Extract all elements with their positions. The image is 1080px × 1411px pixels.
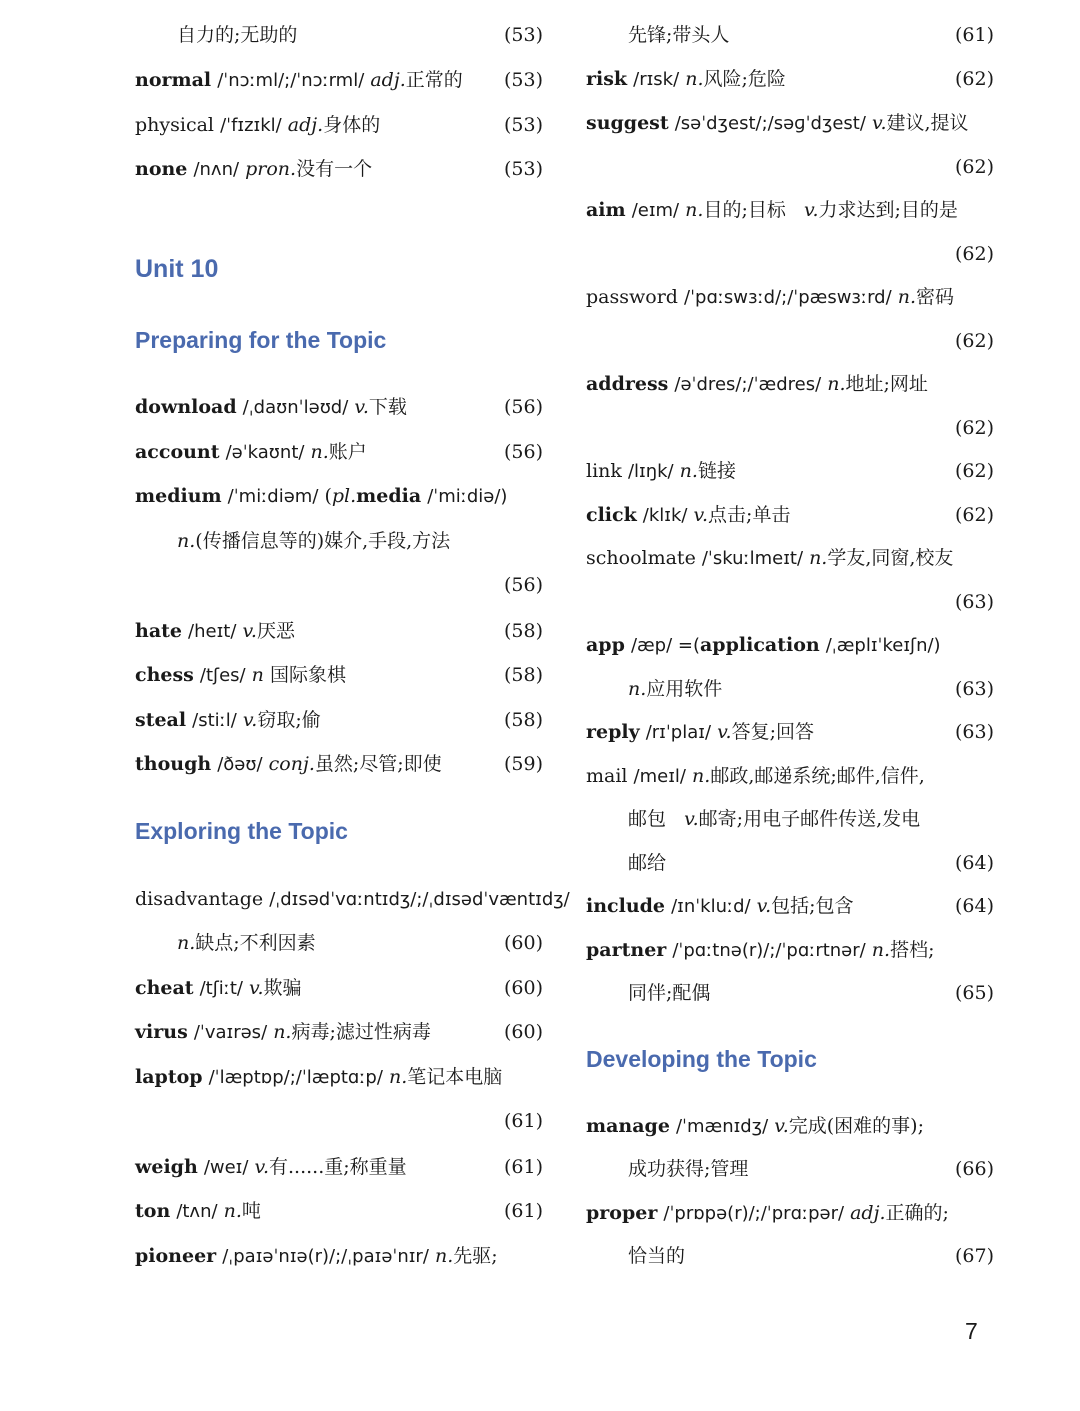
entry-phonetic: /klɪk/ (642, 505, 688, 526)
entry-pos: n. (809, 547, 828, 569)
entry-continuation (628, 804, 994, 834)
entry-continuation (628, 848, 994, 878)
entry-manage (586, 1111, 994, 1141)
entry-page: (62) (954, 504, 994, 526)
entry-address (586, 369, 994, 399)
entry-meaning-3: 邮给 (628, 852, 667, 874)
entry-phonetic: /ˌdaʊnˈləʊd/ (242, 397, 349, 418)
entry-plural-phonetic: /ˈmiːdiə/) (427, 486, 508, 507)
entry-word: disadvantage (135, 888, 264, 910)
entry-disadvantage (135, 884, 570, 914)
entry-word: mail (586, 765, 628, 787)
entry-page-line (586, 413, 994, 443)
entry-phonetic: /æp/ =( (630, 635, 700, 656)
entry-pos: n. (434, 1245, 454, 1267)
entry-page: (60) (503, 932, 543, 954)
entry-pos-2: v. (684, 808, 699, 830)
entry-meaning-2: 力求达到;目的是 (818, 199, 958, 221)
entry-page-line (586, 326, 994, 356)
entry-meaning: 自力的;无助的 (177, 24, 298, 46)
entry-pos: v. (774, 1115, 789, 1137)
entry-meaning: 应用软件 (646, 678, 723, 700)
entry-page: (58) (503, 620, 543, 642)
entry-word: chess (135, 664, 194, 686)
entry-pos: v. (693, 504, 709, 526)
entry-phonetic: /ˈlæptɒp/;/ˈlæptɑːp/ (208, 1067, 383, 1088)
entry-partner (586, 935, 994, 965)
entry-none (135, 154, 543, 184)
entry-page: (61) (503, 1110, 543, 1132)
entry-page: (53) (503, 24, 543, 46)
entry-page: (62) (954, 68, 994, 90)
entry-phonetic: /əˈkaʊnt/ (225, 442, 305, 463)
entry-page: (53) (503, 69, 543, 91)
entry-continuation (628, 674, 994, 704)
entry-pos: v. (242, 709, 258, 731)
entry-meaning-2: 成功获得;管理 (628, 1158, 749, 1180)
entry-word: aim (586, 199, 626, 221)
entry-page-line (586, 587, 994, 617)
entry-pos: n. (273, 1021, 292, 1043)
entry-meaning: 有......重;称重量 (269, 1156, 407, 1178)
entry-page: (65) (954, 982, 994, 1004)
entry-meaning: 搭档; (890, 939, 935, 961)
entry-meaning-2: 同伴;配偶 (628, 982, 711, 1004)
entry-word: suggest (586, 112, 669, 134)
entry-meaning: 地址;网址 (845, 373, 928, 395)
entry-word: medium (135, 485, 222, 507)
section-heading-developing: Developing the Topic (586, 1046, 817, 1072)
section-heading-preparing: Preparing for the Topic (135, 327, 387, 353)
entry-meaning: 下载 (368, 396, 407, 418)
entry-word: physical (135, 114, 215, 136)
entry-phonetic: /weɪ/ (203, 1157, 249, 1178)
entry-phonetic: /tʃes/ (199, 665, 246, 686)
entry-pos: n. (692, 765, 711, 787)
entry-page-line (586, 239, 994, 269)
entry-meaning: 邮政,邮递系统;邮件,信件, (710, 765, 925, 787)
entry-link (586, 456, 994, 486)
entry-meaning: 身体的 (323, 114, 381, 136)
entry-meaning: 正确的; (885, 1202, 949, 1224)
entry-word: steal (135, 709, 187, 731)
entry-pos: v. (871, 112, 887, 134)
unit-heading: Unit 10 (135, 255, 219, 283)
entry-meaning: 国际象棋 (269, 664, 346, 686)
entry-include (586, 891, 994, 921)
entry-pos: v. (354, 396, 369, 418)
entry-meaning: 建议,提议 (886, 112, 969, 134)
entry-phonetic: /səˈdʒest/;/səɡˈdʒest/ (674, 113, 866, 134)
entry-plural-word: media (356, 485, 422, 507)
entry-aim (586, 195, 994, 225)
entry-page: (58) (503, 709, 543, 731)
entry-meaning: 点击;单击 (708, 504, 791, 526)
entry-meaning: 窃取;偷 (257, 709, 321, 731)
entry-meaning: 目的;目标 (703, 199, 786, 221)
entry-pos: v. (254, 1156, 270, 1178)
entry-pos: n. (871, 939, 891, 961)
page-number: 7 (965, 1318, 978, 1344)
entry-phonetic: /meɪl/ (633, 766, 686, 787)
entry-meaning: 虽然;尽管;即使 (314, 753, 442, 775)
entry-meaning-2: 邮寄;用电子邮件传送,发电 (698, 808, 921, 830)
entry-pos: v. (242, 620, 257, 642)
entry-cheat (135, 973, 543, 1003)
entry-continuation (177, 928, 543, 958)
entry-meaning: 学友,同窗,校友 (827, 547, 954, 569)
entry-proper (586, 1198, 994, 1228)
entry-meaning: 缺点;不利因素 (195, 932, 316, 954)
entry-word: proper (586, 1202, 658, 1224)
entry-meaning: 正常的 (405, 69, 463, 91)
entry-pos: v. (717, 721, 732, 743)
entry-continuation (628, 20, 994, 50)
entry-meaning: 笔记本电脑 (407, 1066, 503, 1088)
entry-meaning: 账户 (328, 441, 367, 463)
entry-physical (135, 110, 543, 140)
entry-meaning: 吨 (241, 1200, 261, 1222)
entry-page: (63) (954, 678, 994, 700)
entry-word: weigh (135, 1156, 198, 1178)
entry-word: normal (135, 69, 212, 91)
entry-page: (60) (503, 1021, 543, 1043)
entry-page: (53) (503, 114, 543, 136)
entry-pos: n. (177, 530, 196, 552)
entry-phonetic: /ðəʊ/ (217, 754, 263, 775)
entry-page: (61) (954, 24, 994, 46)
entry-mail (586, 761, 994, 791)
entry-download (135, 392, 543, 422)
entry-word: schoolmate (586, 547, 696, 569)
entry-page: (64) (954, 895, 994, 917)
entry-page: (60) (503, 977, 543, 999)
entry-page: (62) (954, 417, 994, 439)
entry-pos: conj. (268, 753, 315, 775)
entry-plural-pos: pl. (331, 485, 357, 507)
entry-phonetic: /nʌn/ (193, 159, 240, 180)
entry-page: (53) (503, 158, 543, 180)
entry-weigh (135, 1152, 543, 1182)
entry-pos: n. (827, 373, 846, 395)
entry-full-phonetic: /ˌæplɪˈkeɪʃn/) (825, 635, 941, 656)
entry-phonetic: /ˈmiːdiəm/ (227, 486, 319, 507)
entry-page: (62) (954, 330, 994, 352)
entry-phonetic: /tʃiːt/ (199, 978, 243, 999)
entry-meaning: 欺骗 (263, 977, 302, 999)
entry-normal (135, 65, 543, 95)
entry-pos: v. (756, 895, 772, 917)
entry-meaning: 密码 (915, 286, 954, 308)
entry-phonetic: /lɪŋk/ (627, 461, 674, 482)
entry-phonetic: /ˈpɑːswɜːd/;/ˈpæswɜːrd/ (684, 287, 892, 308)
entry-account (135, 437, 543, 467)
entry-word: password (586, 286, 678, 308)
entry-pos: n. (177, 932, 196, 954)
entry-phonetic: /ˈvaɪrəs/ (193, 1022, 268, 1043)
entry-hate (135, 616, 543, 646)
entry-continuation (177, 20, 543, 50)
entry-word: link (586, 460, 622, 482)
entry-word: risk (586, 68, 628, 90)
entry-meaning: 先锋;带头人 (628, 24, 730, 46)
entry-phonetic: /ˈprɒpə(r)/;/ˈprɑːpər/ (663, 1203, 845, 1224)
entry-word: hate (135, 620, 182, 642)
entry-page: (59) (503, 753, 543, 775)
entry-page: (63) (954, 591, 994, 613)
entry-pos: n. (223, 1200, 242, 1222)
entry-phonetic: /ɪnˈkluːd/ (671, 896, 751, 917)
entry-meaning: 完成(困难的事); (788, 1115, 924, 1137)
entry-meaning: 先驱; (453, 1245, 498, 1267)
entry-meaning: (传播信息等的)媒介,手段,方法 (195, 530, 451, 552)
entry-page: (56) (503, 574, 543, 596)
entry-steal (135, 705, 543, 735)
entry-continuation (628, 978, 994, 1008)
entry-pos: n. (679, 460, 698, 482)
entry-word: address (586, 373, 669, 395)
entry-page: (62) (954, 243, 994, 265)
entry-phonetic: /ˈnɔːml/;/ˈnɔːrml/ (217, 70, 365, 91)
entry-word: include (586, 895, 666, 917)
entry-meaning: 包括;包含 (771, 895, 854, 917)
entry-page: (56) (503, 396, 543, 418)
entry-plural-prefix: ( (324, 485, 332, 507)
entry-pos: n. (897, 286, 916, 308)
entry-phonetic: /tʌn/ (176, 1201, 218, 1222)
entry-chess (135, 660, 543, 690)
entry-meaning-b: 邮包 (628, 808, 667, 830)
entry-phonetic: /ˌdɪsədˈvɑːntɪdʒ/;/ˌdɪsədˈvæntɪdʒ/ (269, 889, 570, 910)
entry-word: manage (586, 1115, 670, 1137)
entry-meaning: 答复;回答 (731, 721, 814, 743)
entry-page: (67) (954, 1245, 994, 1267)
entry-phonetic: /ˈskuːlmeɪt/ (701, 548, 804, 569)
entry-phonetic: /əˈdres/;/ˈædres/ (674, 374, 822, 395)
entry-pos: adj. (287, 114, 324, 136)
entry-though (135, 749, 543, 779)
entry-laptop (135, 1062, 543, 1092)
entry-schoolmate (586, 543, 994, 573)
entry-page-line (135, 1106, 543, 1136)
entry-word: download (135, 396, 237, 418)
entry-word: click (586, 504, 637, 526)
entry-word: partner (586, 939, 667, 961)
entry-phonetic: /ˈfɪzɪkl/ (220, 115, 282, 136)
entry-page: (58) (503, 664, 543, 686)
entry-app (586, 630, 994, 660)
entry-risk (586, 64, 994, 94)
entry-page: (63) (954, 721, 994, 743)
entry-page: (62) (954, 156, 994, 178)
entry-word: ton (135, 1200, 171, 1222)
entry-continuation (177, 526, 543, 556)
entry-meaning: 病毒;滤过性病毒 (291, 1021, 431, 1043)
entry-word: cheat (135, 977, 194, 999)
entry-page-line (135, 570, 543, 600)
entry-word: app (586, 634, 625, 656)
entry-page: (61) (503, 1200, 543, 1222)
entry-word: pioneer (135, 1245, 217, 1267)
entry-pos-2: v. (803, 199, 819, 221)
entry-page: (61) (503, 1156, 543, 1178)
entry-page-line (586, 152, 994, 182)
entry-word: reply (586, 721, 640, 743)
entry-meaning: 风险;危险 (703, 68, 786, 90)
entry-pos: adj. (370, 69, 406, 91)
entry-word: virus (135, 1021, 188, 1043)
entry-virus (135, 1017, 543, 1047)
entry-pos: n. (628, 678, 647, 700)
entry-phonetic: /stiːl/ (192, 710, 237, 731)
entry-ton (135, 1196, 543, 1226)
entry-pos: n. (310, 441, 329, 463)
entry-phonetic: /rɪsk/ (633, 69, 680, 90)
entry-page: (66) (954, 1158, 994, 1180)
entry-medium (135, 481, 543, 511)
entry-pioneer (135, 1241, 543, 1271)
entry-pos: n. (685, 199, 704, 221)
entry-pos: n. (685, 68, 704, 90)
entry-phonetic: /heɪt/ (188, 621, 237, 642)
entry-meaning: 厌恶 (256, 620, 295, 642)
entry-page: (62) (954, 460, 994, 482)
entry-pos: adj. (850, 1202, 886, 1224)
entry-continuation (628, 1154, 994, 1184)
entry-continuation (628, 1241, 994, 1271)
entry-pos: pron. (245, 158, 297, 180)
entry-word: none (135, 158, 188, 180)
entry-click (586, 500, 994, 530)
entry-phonetic: /ˈmænɪdʒ/ (675, 1116, 769, 1137)
entry-word: though (135, 753, 212, 775)
entry-phonetic: /eɪm/ (631, 200, 680, 221)
entry-pos: v. (249, 977, 264, 999)
entry-page: (64) (954, 852, 994, 874)
entry-word: laptop (135, 1066, 203, 1088)
entry-reply (586, 717, 994, 747)
entry-phonetic: /rɪˈplaɪ/ (645, 722, 712, 743)
entry-pos: n (251, 664, 264, 686)
entry-suggest (586, 108, 994, 138)
entry-phonetic: /ˈpɑːtnə(r)/;/ˈpɑːrtnər/ (672, 940, 866, 961)
entry-phonetic: /ˌpaɪəˈnɪə(r)/;/ˌpaɪəˈnɪr/ (222, 1246, 429, 1267)
entry-meaning: 链接 (697, 460, 736, 482)
entry-meaning: 没有一个 (296, 158, 373, 180)
entry-pos: n. (388, 1066, 408, 1088)
entry-password (586, 282, 994, 312)
entry-full-word: application (700, 634, 820, 656)
entry-page: (56) (503, 441, 543, 463)
section-heading-exploring: Exploring the Topic (135, 818, 348, 844)
entry-meaning-2: 恰当的 (628, 1245, 686, 1267)
entry-word: account (135, 441, 220, 463)
